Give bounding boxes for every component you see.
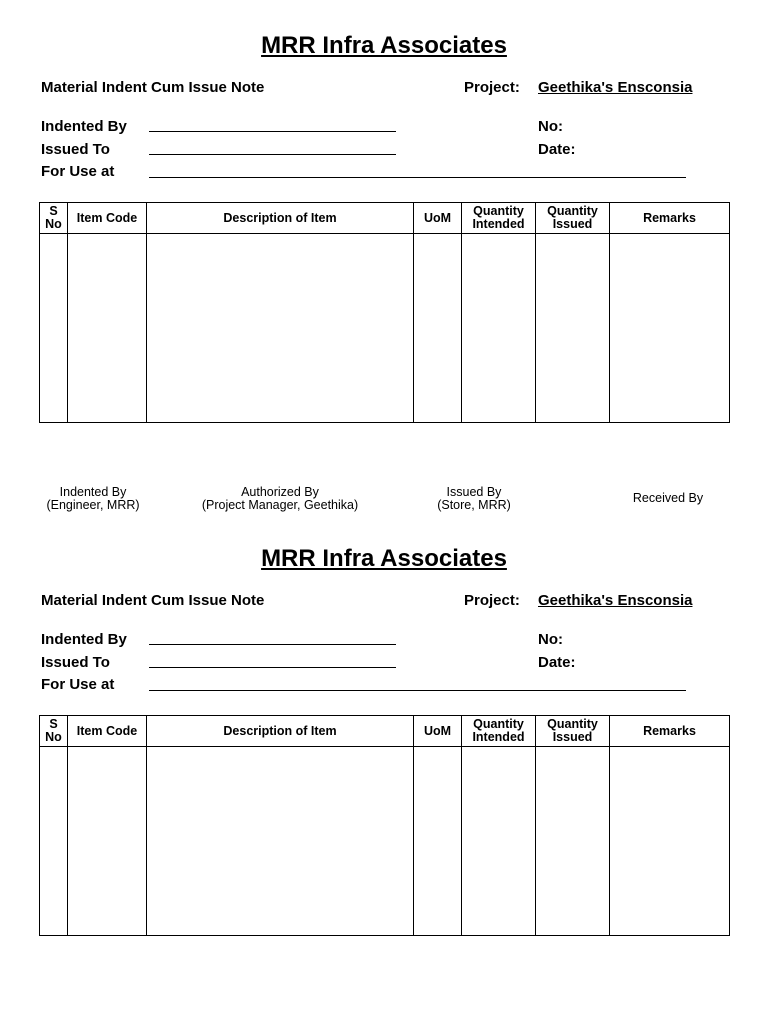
indented-by-label: Indented By <box>41 631 127 648</box>
col-item-code: Item Code <box>68 203 147 234</box>
issued-to-line[interactable] <box>149 154 396 155</box>
items-table <box>39 202 730 423</box>
form-title: Material Indent Cum Issue Note <box>41 592 265 609</box>
col-description: Description of Item <box>147 716 414 747</box>
cell-remarks[interactable] <box>610 747 730 936</box>
cell-qty-intended[interactable] <box>462 234 536 423</box>
table-row[interactable] <box>40 747 730 936</box>
cell-s-no[interactable] <box>40 234 68 423</box>
col-s-no: S No <box>40 203 68 234</box>
number-label: No: <box>538 631 563 648</box>
date-label: Date: <box>538 654 576 671</box>
cell-description[interactable] <box>147 234 414 423</box>
indented-by-line[interactable] <box>149 644 396 645</box>
issued-to-line[interactable] <box>149 667 396 668</box>
signature-authorized-by: Authorized By (Project Manager, Geethika) <box>201 485 359 512</box>
col-uom: UoM <box>414 716 462 747</box>
cell-uom[interactable] <box>414 234 462 423</box>
cell-description[interactable] <box>147 747 414 936</box>
form-title: Material Indent Cum Issue Note <box>41 79 265 96</box>
issued-to-label: Issued To <box>41 141 110 158</box>
issued-to-label: Issued To <box>41 654 110 671</box>
cell-s-no[interactable] <box>40 747 68 936</box>
indented-by-label: Indented By <box>41 118 127 135</box>
cell-qty-issued[interactable] <box>536 747 610 936</box>
for-use-at-label: For Use at <box>41 163 115 180</box>
company-title: MRR Infra Associates <box>261 545 507 572</box>
table-row[interactable] <box>40 234 730 423</box>
indent-form-1 <box>0 0 768 510</box>
table-header-row <box>40 203 730 234</box>
signature-issued-by: Issued By (Store, MRR) <box>437 485 511 512</box>
for-use-at-line[interactable] <box>149 690 686 691</box>
cell-item-code[interactable] <box>68 747 147 936</box>
date-label: Date: <box>538 141 576 158</box>
signature-indented-by: Indented By (Engineer, MRR) <box>46 485 140 512</box>
table-header-row <box>40 716 730 747</box>
col-description: Description of Item <box>147 203 414 234</box>
for-use-at-label: For Use at <box>41 676 115 693</box>
project-name: Geethika's Ensconsia <box>538 592 693 609</box>
col-s-no: S No <box>40 716 68 747</box>
indent-form-2 <box>0 513 768 1023</box>
company-title: MRR Infra Associates <box>261 32 507 59</box>
cell-qty-intended[interactable] <box>462 747 536 936</box>
cell-uom[interactable] <box>414 747 462 936</box>
number-label: No: <box>538 118 563 135</box>
project-label: Project: <box>464 592 520 609</box>
indented-by-line[interactable] <box>149 131 396 132</box>
signature-received-by: Received By <box>632 491 704 505</box>
items-table <box>39 715 730 936</box>
col-qty-intended: Quantity Intended <box>462 203 536 234</box>
cell-item-code[interactable] <box>68 234 147 423</box>
col-qty-issued: Quantity Issued <box>536 203 610 234</box>
cell-remarks[interactable] <box>610 234 730 423</box>
col-qty-issued: Quantity Issued <box>536 716 610 747</box>
col-uom: UoM <box>414 203 462 234</box>
cell-qty-issued[interactable] <box>536 234 610 423</box>
col-remarks: Remarks <box>610 203 730 234</box>
project-label: Project: <box>464 79 520 96</box>
for-use-at-line[interactable] <box>149 177 686 178</box>
project-name: Geethika's Ensconsia <box>538 79 693 96</box>
col-qty-intended: Quantity Intended <box>462 716 536 747</box>
col-item-code: Item Code <box>68 716 147 747</box>
col-remarks: Remarks <box>610 716 730 747</box>
